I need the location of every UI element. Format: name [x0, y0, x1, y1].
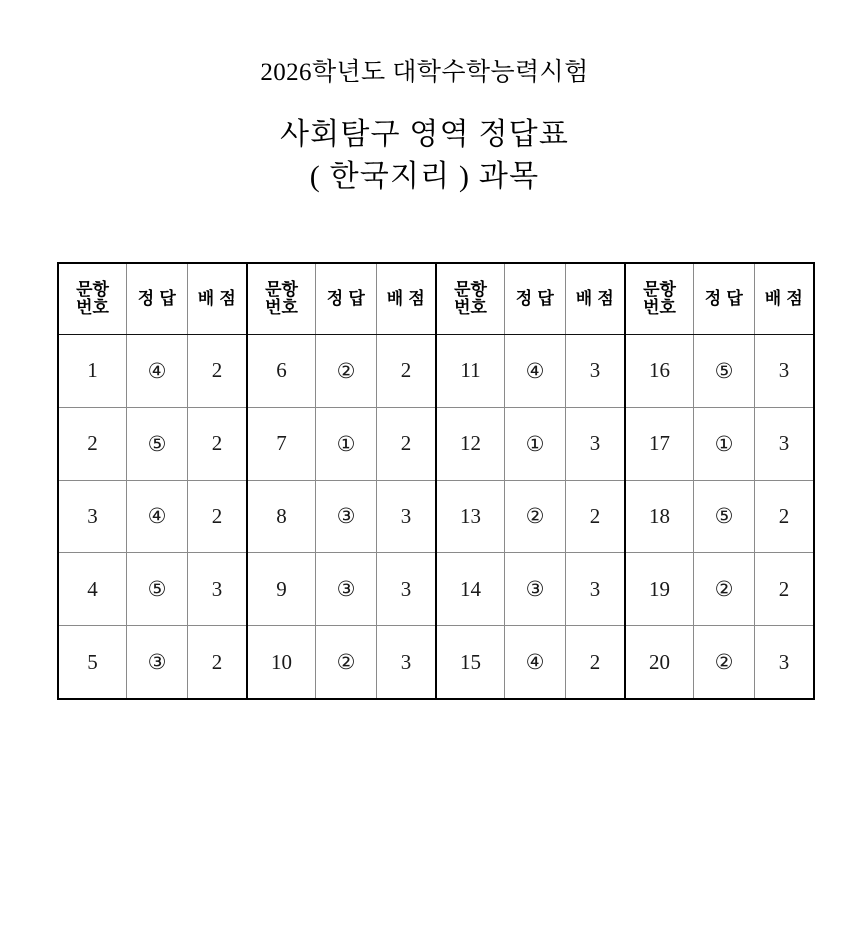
cell-answer: ④: [127, 335, 188, 408]
header-question-number: [58, 263, 127, 335]
cell-answer: ②: [694, 553, 755, 626]
cell-answer: ③: [316, 553, 377, 626]
header-question-number-line2: 번호: [454, 298, 487, 317]
cell-answer: ③: [316, 480, 377, 553]
header-question-number-line1: 문항: [643, 279, 676, 299]
cell-answer: ⑤: [127, 407, 188, 480]
table-row: [58, 480, 814, 553]
cell-question-number: 10: [247, 626, 316, 699]
cell-score: 3: [566, 407, 626, 480]
cell-question-number: 11: [436, 335, 505, 408]
cell-question-number: 2: [58, 407, 127, 480]
header-question-number-line1: 문항: [76, 279, 109, 299]
header-score: 배 점: [377, 263, 437, 335]
cell-answer: ⑤: [694, 480, 755, 553]
table-row: [58, 335, 814, 408]
header-question-number-line1: 문항: [454, 279, 487, 299]
cell-question-number: 8: [247, 480, 316, 553]
cell-score: 2: [566, 626, 626, 699]
cell-question-number: 9: [247, 553, 316, 626]
cell-answer: ④: [505, 626, 566, 699]
cell-answer: ④: [127, 480, 188, 553]
cell-answer: ④: [505, 335, 566, 408]
cell-score: 3: [377, 626, 437, 699]
header-answer: 정 답: [316, 263, 377, 335]
header-answer: 정 답: [127, 263, 188, 335]
cell-score: 3: [755, 407, 815, 480]
cell-answer: ⑤: [127, 553, 188, 626]
table-row: [58, 626, 814, 699]
header-answer: 정 답: [694, 263, 755, 335]
answer-table-body: [58, 263, 814, 699]
header-score: 배 점: [566, 263, 626, 335]
cell-question-number: 1: [58, 335, 127, 408]
answer-table-container: [57, 262, 804, 691]
header-question-number-line1: 문항: [265, 279, 298, 299]
answer-key-table: [57, 262, 815, 700]
table-row: [58, 407, 814, 480]
cell-question-number: 7: [247, 407, 316, 480]
cell-score: 2: [188, 407, 248, 480]
cell-score: 3: [755, 335, 815, 408]
header-answer: 정 답: [505, 263, 566, 335]
cell-score: 2: [755, 480, 815, 553]
cell-answer: ①: [505, 407, 566, 480]
header-question-number: [247, 263, 316, 335]
table-row: [58, 553, 814, 626]
cell-answer: ⑤: [694, 335, 755, 408]
cell-answer: ②: [694, 626, 755, 699]
cell-score: 3: [377, 553, 437, 626]
table-header-row: [58, 263, 814, 335]
cell-question-number: 3: [58, 480, 127, 553]
header-question-number-line2: 번호: [76, 298, 109, 317]
cell-score: 3: [377, 480, 437, 553]
cell-question-number: 4: [58, 553, 127, 626]
cell-answer: ①: [316, 407, 377, 480]
cell-answer: ②: [316, 335, 377, 408]
header-question-number-line2: 번호: [265, 298, 298, 317]
header-question-number-line2: 번호: [643, 298, 676, 317]
cell-question-number: 12: [436, 407, 505, 480]
cell-score: 2: [566, 480, 626, 553]
exam-area-title: 사회탐구 영역 정답표: [279, 118, 570, 151]
cell-answer: ②: [316, 626, 377, 699]
cell-question-number: 17: [625, 407, 694, 480]
cell-score: 2: [377, 335, 437, 408]
cell-score: 2: [188, 626, 248, 699]
cell-question-number: 16: [625, 335, 694, 408]
header-question-number: [625, 263, 694, 335]
cell-score: 2: [755, 553, 815, 626]
cell-score: 2: [188, 480, 248, 553]
cell-answer: ①: [694, 407, 755, 480]
cell-score: 3: [755, 626, 815, 699]
cell-score: 3: [566, 335, 626, 408]
cell-question-number: 6: [247, 335, 316, 408]
exam-subject-title: ( 한국지리 ) 과목: [309, 160, 540, 193]
cell-question-number: 15: [436, 626, 505, 699]
cell-score: 3: [188, 553, 248, 626]
cell-question-number: 18: [625, 480, 694, 553]
cell-score: 2: [188, 335, 248, 408]
cell-score: 2: [377, 407, 437, 480]
document-title-block: [0, 58, 849, 196]
cell-question-number: 20: [625, 626, 694, 699]
header-score: 배 점: [188, 263, 248, 335]
cell-question-number: 13: [436, 480, 505, 553]
exam-year-title: 2026학년도 대학수학능력시험: [260, 59, 589, 86]
cell-answer: ②: [505, 480, 566, 553]
header-question-number: [436, 263, 505, 335]
cell-question-number: 5: [58, 626, 127, 699]
cell-question-number: 14: [436, 553, 505, 626]
cell-score: 3: [566, 553, 626, 626]
cell-answer: ③: [127, 626, 188, 699]
header-score: 배 점: [755, 263, 815, 335]
cell-answer: ③: [505, 553, 566, 626]
cell-question-number: 19: [625, 553, 694, 626]
